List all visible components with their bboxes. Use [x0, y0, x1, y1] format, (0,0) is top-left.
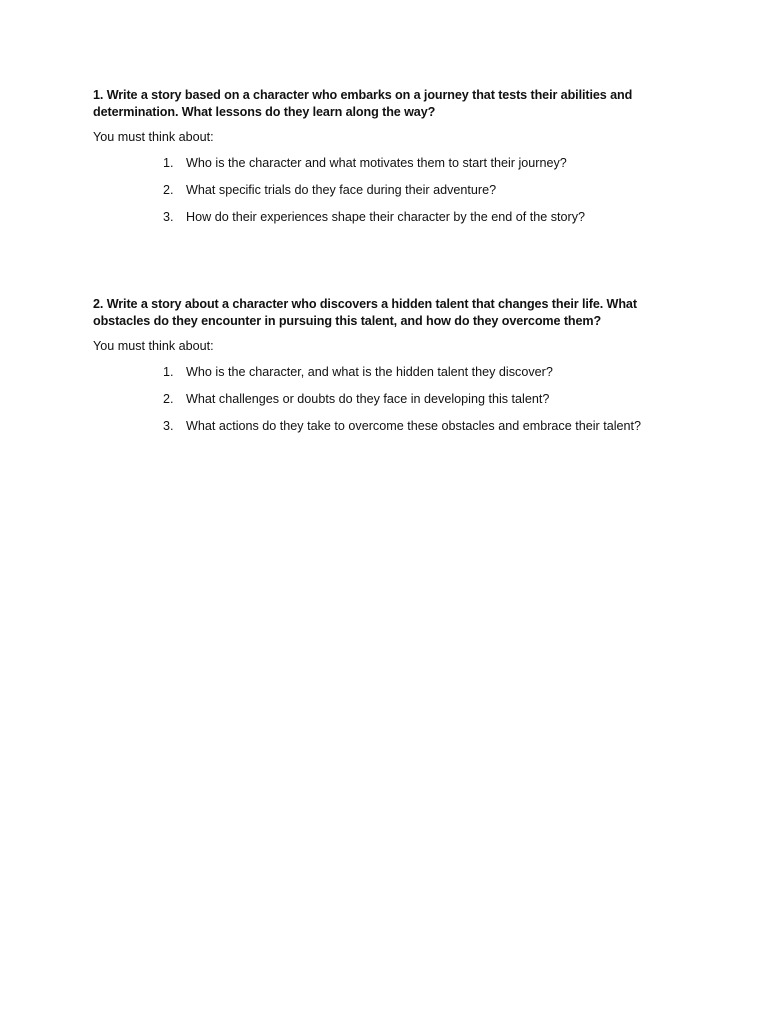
list-item: [93, 209, 668, 226]
question-text: Who is the character, and what is the hidden talent they discover?: [186, 365, 553, 379]
list-number: 3.: [163, 419, 174, 433]
think-about-label: You must think about:: [93, 339, 214, 353]
list-item: [93, 391, 668, 408]
question-text: How do their experiences shape their character by the end of the story?: [186, 210, 586, 224]
think-about-label: You must think about:: [93, 130, 214, 144]
list-number: 1.: [163, 365, 174, 379]
question-text: What challenges or doubts do they face in developing this talent?: [186, 392, 550, 406]
list-item: [93, 155, 668, 172]
question-list: [93, 155, 668, 226]
list-item: [93, 364, 668, 381]
list-number: 2.: [163, 392, 174, 406]
list-number: 1.: [163, 156, 174, 170]
list-number: 2.: [163, 183, 174, 197]
question-text: What specific trials do they face during their adventure?: [186, 183, 497, 197]
question-text: Who is the character and what motivates them to start their journey?: [186, 156, 567, 170]
question-text: What actions do they take to overcome these obstacles and embrace their talent?: [186, 419, 642, 433]
list-item: [93, 182, 668, 199]
writing-prompt-section-1: [93, 87, 668, 236]
prompt-heading: 2. Write a story about a character who discovers a hidden talent that changes their life. What obstacles do they encounter in pursuing this talent, and how do they overcome them?: [93, 297, 637, 328]
writing-prompt-section-2: [93, 296, 668, 445]
prompt-heading: 1. Write a story based on a character who embarks on a journey that tests their abilities and determination. What lessons do they learn along the way?: [93, 88, 633, 119]
list-number: 3.: [163, 210, 174, 224]
list-item: [93, 418, 668, 435]
question-list: [93, 364, 668, 435]
